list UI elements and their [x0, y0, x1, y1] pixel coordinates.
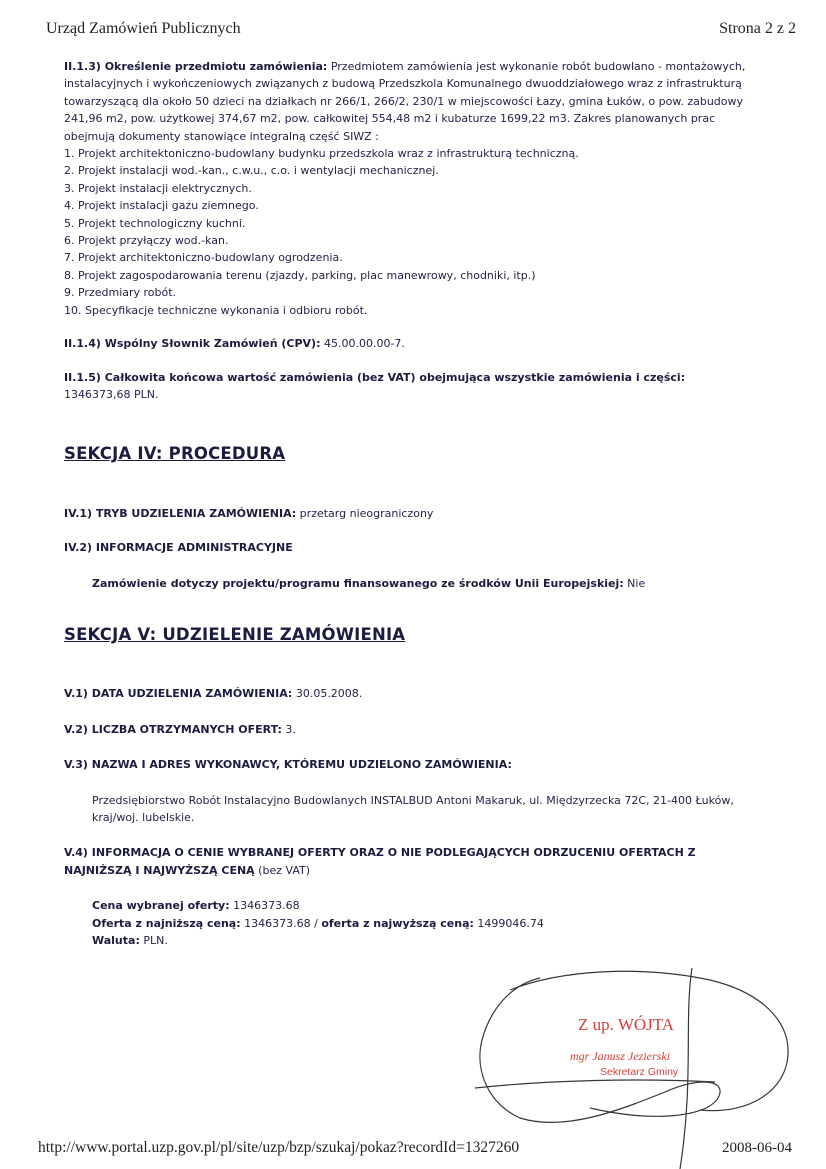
ii-1-3-text: Przedmiotem zamówienia jest wykonanie robót budowlano - montażowych, instalacyjnych i wykończeniowych związanych z budową Przedszkola Komunalnego dwuoddziałowego wraz z infrastrukturą towarzyszącą dla około 50 dzieci na działkach nr 266/1, 266/2, 230/1 w miejscowości Łazy, gmina Łuków, o pow. zabudowy 241,96 m2, pow. użytkowej 374,67 m2, pow. całkowitej 554,48 m2 i kubaturze 1699,22 m3. Zakres planowanych prac obejmują dokumenty stanowiące integralną część SIWZ : [64, 60, 746, 143]
list-item: 4. Projekt instalacji gazu ziemnego. [64, 199, 259, 213]
iv-1-value: przetarg nieograniczony [296, 506, 434, 520]
v-4-label: V.4) INFORMACJA O CENIE WYBRANEJ OFERTY ORAZ O NIE PODLEGAJĄCYCH ODRZUCENIU OFERTACH Z NAJNIŻSZĄ I NAJWYŻSZĄ CENĄ [64, 846, 696, 877]
section-iv-2 [64, 539, 764, 556]
ii-1-4-label: II.1.4) Wspólny Słownik Zamówień (CPV): [64, 337, 321, 351]
list-item: 1. Projekt architektoniczno-budowlany budynku przedszkola wraz z infrastrukturą techniczną. [64, 147, 579, 161]
stamp-line-1: Z up. WÓJTA [578, 1015, 675, 1034]
section-v-4 [64, 844, 764, 879]
list-item: 5. Projekt technologiczny kuchni. [64, 216, 246, 230]
price-range [92, 915, 764, 932]
stamp-line-2: mgr Janusz Jezierski [570, 1049, 670, 1063]
section-ii-1-4 [64, 335, 764, 352]
signature-stamp [470, 960, 820, 1169]
section-v-3 [64, 756, 764, 773]
document-body [64, 58, 764, 949]
eu-funding-label: Zamówienie dotyczy projektu/programu finansowanego ze środków Unii Europejskiej: [92, 576, 624, 590]
header-org: Urząd Zamówień Publicznych [46, 20, 241, 37]
ii-1-5-label: II.1.5) Całkowita końcowa wartość zamówienia (bez VAT) obejmująca wszystkie zamówienia i części: [64, 370, 686, 384]
ii-1-3-label: II.1.3) Określenie przedmiotu zamówienia: [64, 60, 328, 73]
stamp-line-3: Sekretarz Gminy [600, 1066, 679, 1078]
eu-funding-value: Nie [623, 576, 646, 590]
contractor: Przedsiębiorstwo Robót Instalacyjno Budowlanych INSTALBUD Antoni Makaruk, ul. Międzyrzecka 72C, 21-400 Łuków, kraj/woj. lubelskie. [92, 793, 734, 824]
list-item: 2. Projekt instalacji wod.-kan., c.w.u., c.o. i wentylacji mechanicznej. [64, 164, 439, 178]
offers-count: 3. [281, 722, 296, 736]
list-item: 8. Projekt zagospodarowania terenu (zjazdy, parking, plac manewrowy, chodniki, itp.) [64, 268, 536, 282]
section-ii-1-3 [64, 58, 764, 145]
section-iv-1 [64, 505, 764, 522]
list-item: 3. Projekt instalacji elektrycznych. [64, 181, 252, 195]
v-1-label: V.1) DATA UDZIELENIA ZAMÓWIENIA: [64, 687, 293, 701]
section-v-2 [64, 721, 764, 738]
total-value: 1346373,68 PLN. [64, 387, 159, 401]
section-ii-1-5 [64, 369, 764, 404]
section-v-title: SEKCJA V: UDZIELENIE ZAMÓWIENIA [64, 624, 406, 644]
footer-date: 2008-06-04 [722, 1140, 792, 1156]
list-item: 10. Specyfikacje techniczne wykonania i odbioru robót. [64, 303, 368, 317]
list-item: 6. Projekt przyłączy wod.-kan. [64, 234, 229, 248]
eu-funding [92, 575, 764, 592]
cpv-code: 45.00.00.00-7. [320, 337, 405, 351]
section-v-1 [64, 685, 764, 702]
highest-price-value: 1499046.74 [473, 916, 544, 930]
footer-url: http://www.portal.uzp.gov.pl/pl/site/uzp/bzp/szukaj/pokaz?recordId=1327260 [38, 1139, 520, 1156]
highest-price-label: oferta z najwyższą ceną: [321, 916, 474, 930]
selected-price-value: 1346373.68 [229, 899, 300, 913]
list-item: 7. Projekt architektoniczno-budowlany ogrodzenia. [64, 251, 343, 265]
v-3-label: V.3) NAZWA I ADRES WYKONAWCY, KTÓREMU UDZIELONO ZAMÓWIENIA: [64, 758, 512, 772]
lowest-price-value: 1346373.68 / [240, 916, 322, 930]
currency-value: PLN. [139, 934, 168, 947]
selected-price-label: Cena wybranej oferty: [92, 899, 230, 913]
iv-1-label: IV.1) TRYB UDZIELENIA ZAMÓWIENIA: [64, 506, 297, 520]
selected-price [92, 897, 764, 914]
section-iv-title: SEKCJA IV: PROCEDURA [64, 444, 286, 464]
scope-list [64, 145, 764, 319]
currency-label: Waluta: [92, 934, 140, 947]
award-date: 30.05.2008. [292, 687, 363, 701]
v-4-suffix: (bez VAT) [254, 863, 310, 877]
iv-2-label: IV.2) INFORMACJE ADMINISTRACYJNE [64, 541, 293, 555]
currency [92, 932, 764, 949]
list-item: 9. Przedmiary robót. [64, 286, 177, 300]
lowest-price-label: Oferta z najniższą ceną: [92, 916, 241, 930]
v-2-label: V.2) LICZBA OTRZYMANYCH OFERT: [64, 722, 282, 736]
header-page-number: Strona 2 z 2 [719, 20, 796, 37]
